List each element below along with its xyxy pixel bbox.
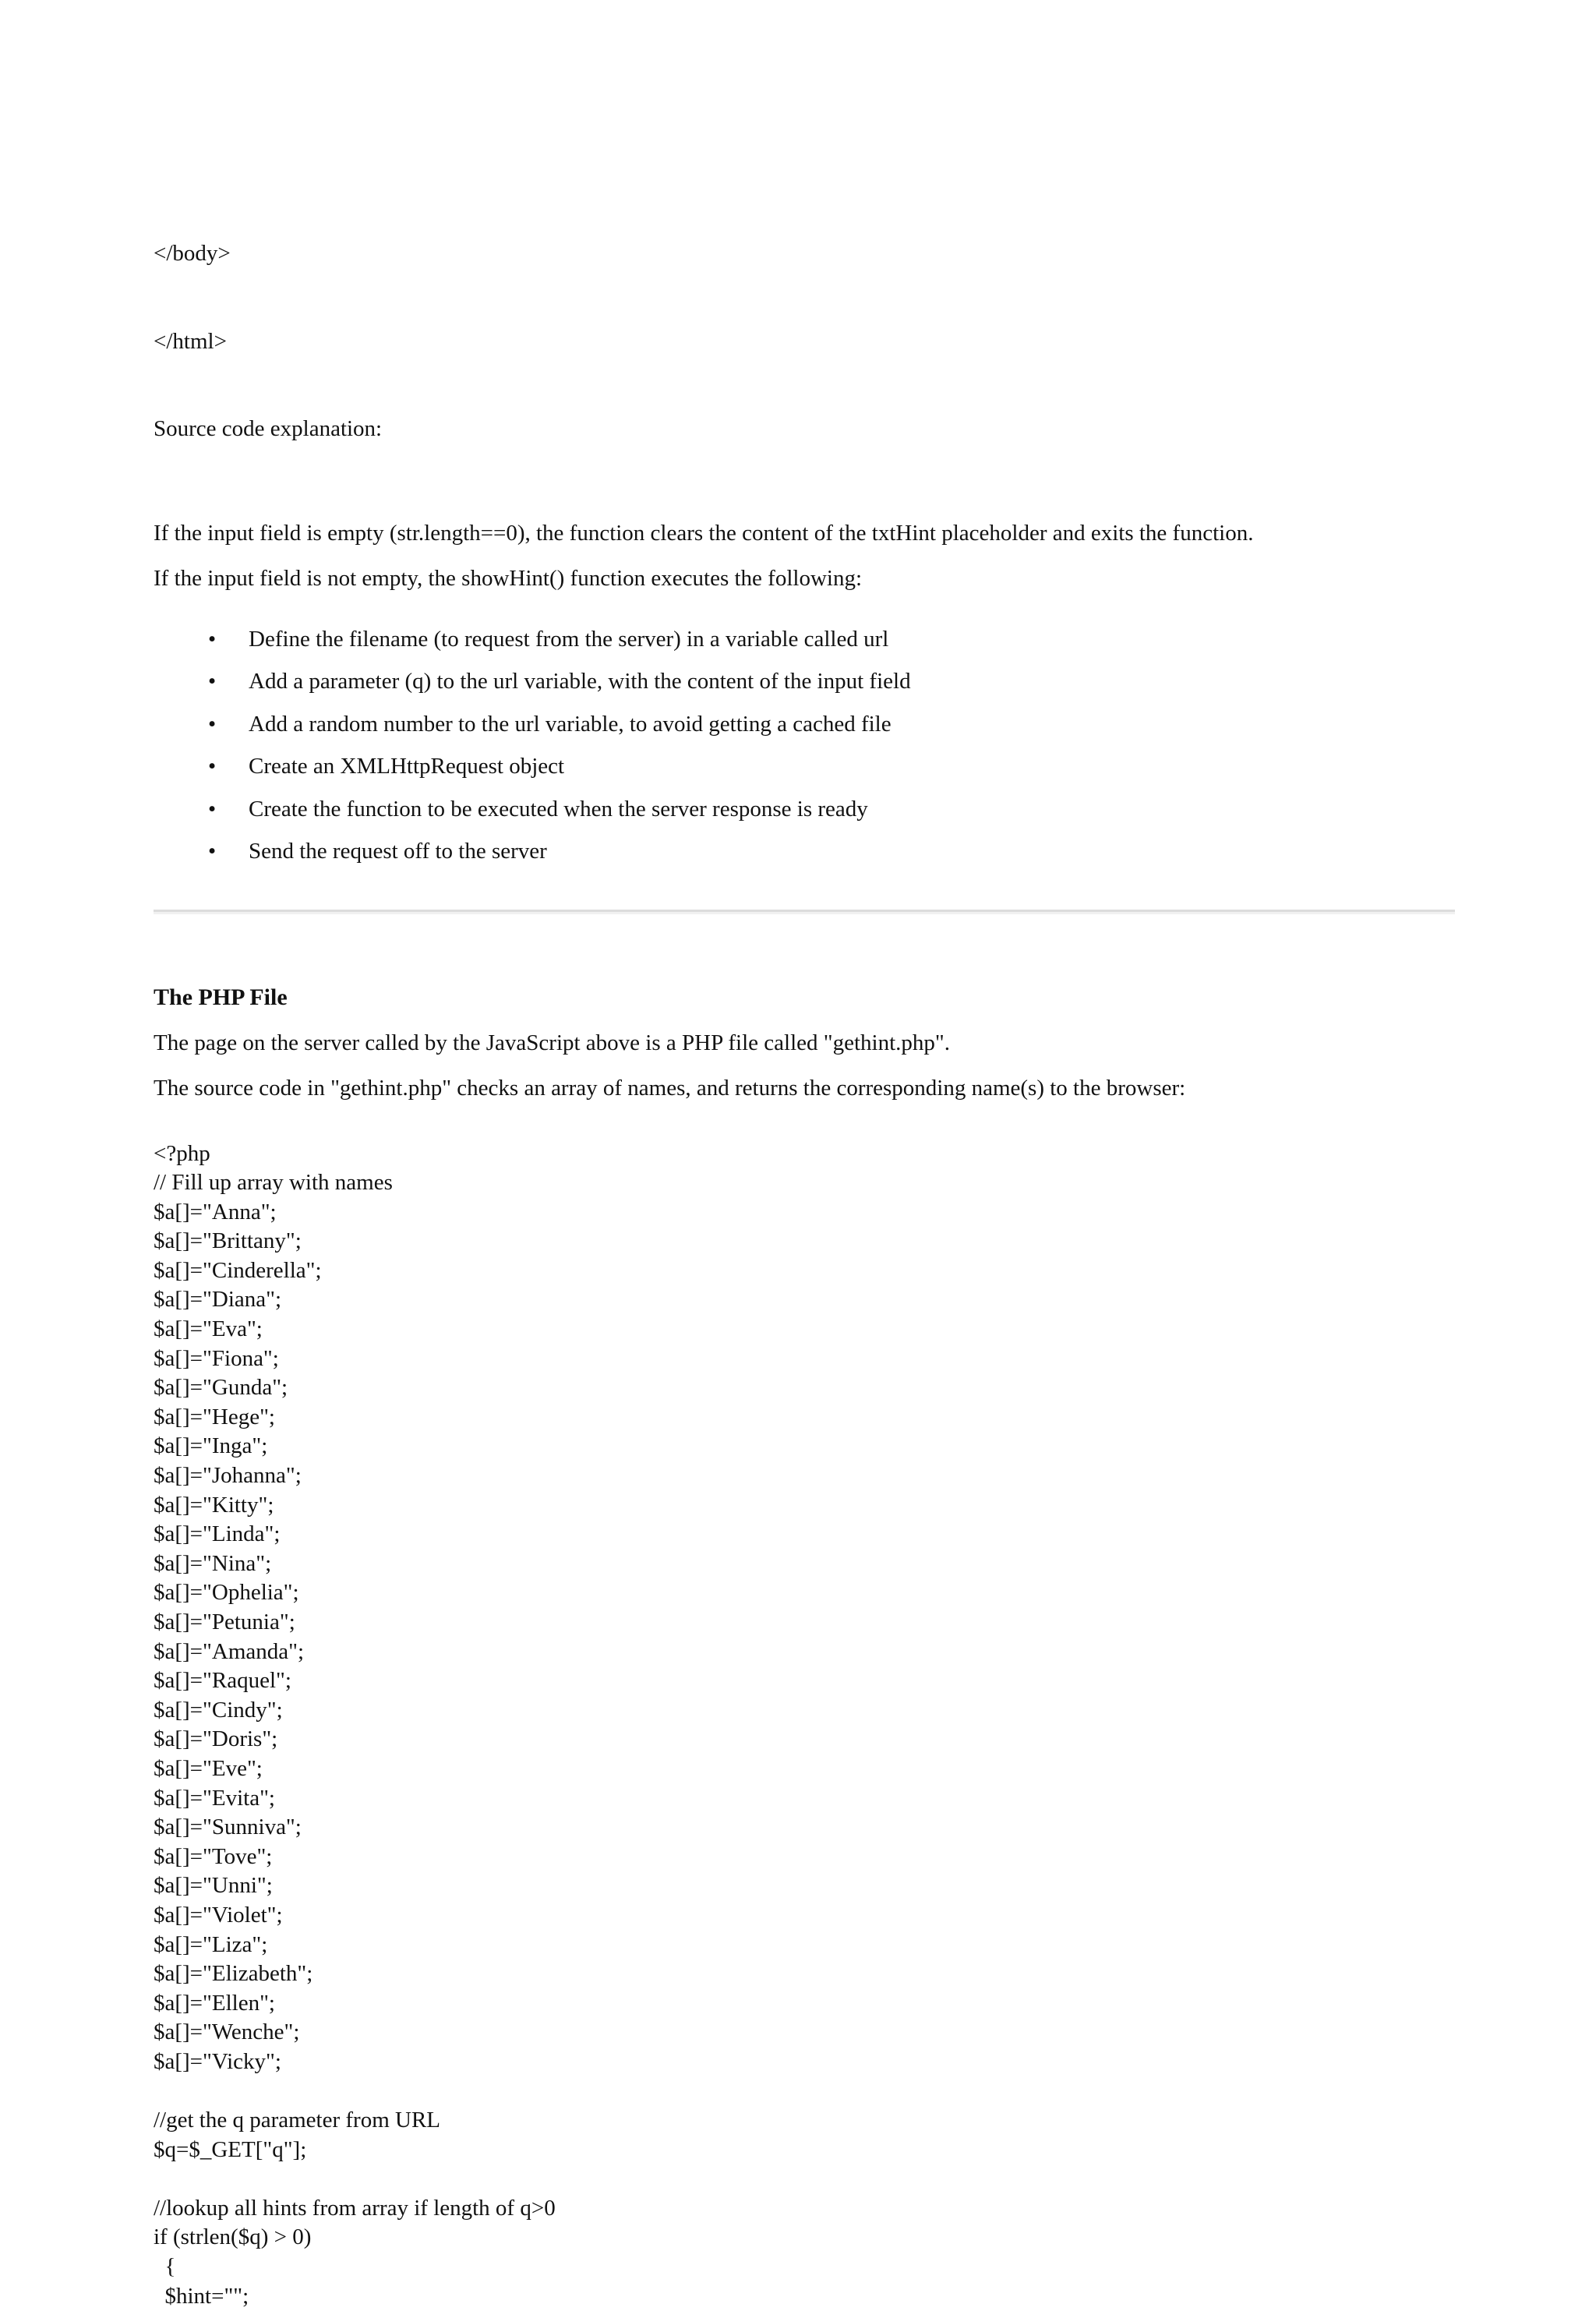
bullet-icon: •: [208, 710, 216, 740]
bullet-icon: •: [208, 667, 216, 697]
code-line: $a[]="Ellen";: [154, 1989, 1455, 2019]
code-line: $a[]="Elizabeth";: [154, 1959, 1455, 1989]
code-line: $a[]="Fiona";: [154, 1345, 1455, 1374]
code-line: $a[]="Raquel";: [154, 1666, 1455, 1696]
code-line: $a[]="Amanda";: [154, 1638, 1455, 1667]
code-line: $a[]="Nina";: [154, 1550, 1455, 1579]
bullet-icon: •: [208, 752, 216, 782]
code-line: $a[]="Cindy";: [154, 1696, 1455, 1726]
code-line: $a[]="Evita";: [154, 1784, 1455, 1814]
list-item-text: Send the request off to the server: [249, 839, 547, 864]
top-code-snippet: [154, 181, 1455, 503]
list-item-text: Add a random number to the url variable, to avoid getting a cached file: [249, 712, 892, 737]
code-line: </html>: [154, 327, 1455, 357]
code-line: $a[]="Ophelia";: [154, 1578, 1455, 1608]
explanation-paragraph-empty: If the input field is empty (str.length==0), the function clears the content of the txtHint placeholder and exits the function.: [154, 519, 1455, 549]
horizontal-divider: [154, 910, 1455, 914]
code-line: $a[]="Brittany";: [154, 1227, 1455, 1256]
code-line: $a[]="Hege";: [154, 1403, 1455, 1433]
code-line: $a[]="Eva";: [154, 1315, 1455, 1345]
code-line: $a[]="Inga";: [154, 1432, 1455, 1461]
bullet-icon: •: [208, 795, 216, 825]
code-line: $a[]="Violet";: [154, 1901, 1455, 1931]
list-item: [154, 667, 1455, 697]
php-intro-paragraph: The page on the server called by the JavaScript above is a PHP file called "gethint.php".: [154, 1029, 1455, 1058]
list-item-text: Define the filename (to request from the server) in a variable called url: [249, 627, 888, 652]
code-line: $a[]="Johanna";: [154, 1461, 1455, 1491]
code-line: //get the q parameter from URL: [154, 2106, 1455, 2136]
list-item: [154, 795, 1455, 825]
bullet-icon: •: [208, 837, 216, 867]
code-line: <?php: [154, 1140, 1455, 1169]
list-item: [154, 837, 1455, 867]
code-line: $hint="";: [154, 2282, 1455, 2311]
code-line: $a[]="Unni";: [154, 1871, 1455, 1901]
code-line: Source code explanation:: [154, 415, 1455, 444]
code-line: // Fill up array with names: [154, 1168, 1455, 1198]
code-line: $a[]="Petunia";: [154, 1608, 1455, 1638]
code-line: </body>: [154, 239, 1455, 269]
list-item: [154, 625, 1455, 655]
code-line: $a[]="Diana";: [154, 1285, 1455, 1315]
explanation-paragraph-not-empty: If the input field is not empty, the showHint() function executes the following:: [154, 564, 1455, 594]
code-line: $a[]="Wenche";: [154, 2018, 1455, 2048]
code-line: $a[]="Anna";: [154, 1198, 1455, 1228]
code-line: $a[]="Gunda";: [154, 1373, 1455, 1403]
steps-list: [154, 625, 1455, 867]
php-code-block: [154, 1140, 1455, 2311]
php-description-paragraph: The source code in "gethint.php" checks an array of names, and returns the corresponding name(s) to the browser:: [154, 1074, 1455, 1104]
list-item: [154, 710, 1455, 740]
code-line: $a[]="Vicky";: [154, 2048, 1455, 2077]
code-line: $a[]="Tove";: [154, 1843, 1455, 1872]
list-item-text: Add a parameter (q) to the url variable, with the content of the input field: [249, 669, 911, 694]
code-line: $a[]="Cinderella";: [154, 1256, 1455, 1286]
code-line: $a[]="Kitty";: [154, 1491, 1455, 1521]
code-blank-line: [154, 2077, 1455, 2107]
code-line: $a[]="Eve";: [154, 1754, 1455, 1784]
list-item-text: Create the function to be executed when the server response is ready: [249, 797, 868, 822]
code-line: $a[]="Doris";: [154, 1725, 1455, 1754]
document-page: [154, 181, 1455, 2311]
code-line: if (strlen($q) > 0): [154, 2223, 1455, 2253]
section-heading: The PHP File: [154, 983, 1455, 1012]
bullet-icon: •: [208, 625, 216, 655]
list-item-text: Create an XMLHttpRequest object: [249, 754, 564, 779]
code-line: $q=$_GET["q"];: [154, 2136, 1455, 2165]
code-line: //lookup all hints from array if length of q>0: [154, 2194, 1455, 2224]
code-line: $a[]="Sunniva";: [154, 1813, 1455, 1843]
code-line: $a[]="Linda";: [154, 1520, 1455, 1550]
code-blank-line: [154, 2164, 1455, 2194]
code-line: {: [154, 2253, 1455, 2282]
list-item: [154, 752, 1455, 782]
code-line: $a[]="Liza";: [154, 1931, 1455, 1960]
